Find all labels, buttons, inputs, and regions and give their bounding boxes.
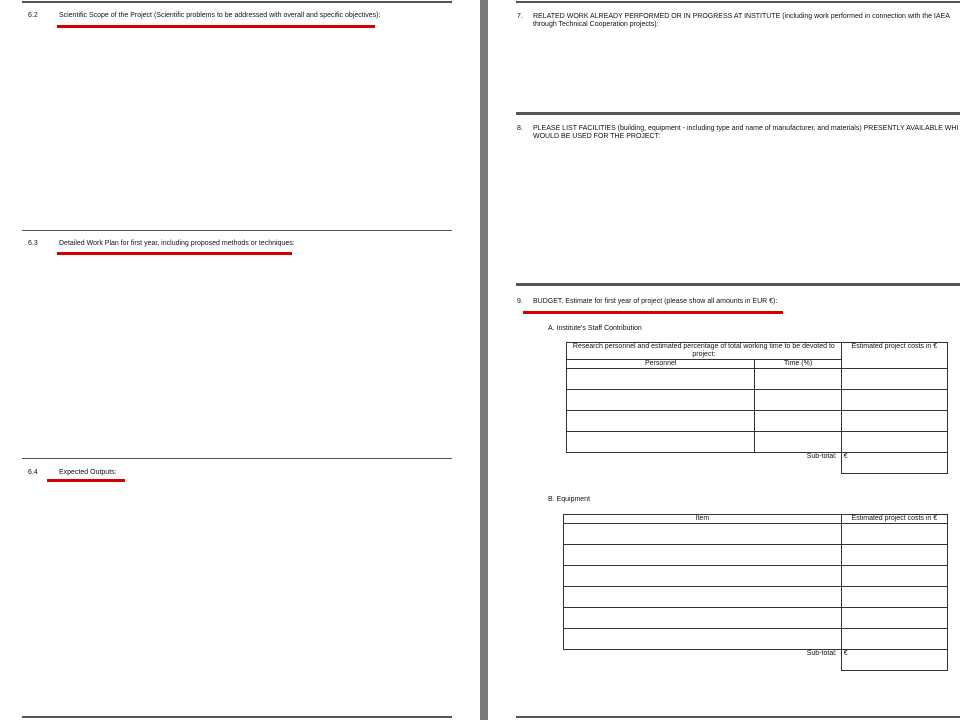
section-8-number: 8. [517,125,523,132]
section-6-2-title: Scientific Scope of the Project (Scientific problems to be addressed with overall and specific objectives): [59,12,381,19]
table-row [564,545,948,566]
table-row [564,587,948,608]
table-row [567,390,948,411]
equipment-item-cell[interactable] [564,608,842,629]
bottom-rule [22,716,452,718]
section-8-rule [516,112,960,115]
section-6-4-underline [47,479,125,482]
section-6-4-rule [22,458,452,459]
section-6-4-title: Expected Outputs: [59,469,117,476]
right-page [488,0,960,720]
staff-personnel-cell[interactable] [567,411,755,432]
staff-cost-cell[interactable] [841,390,947,411]
table-row [564,629,948,650]
equipment-cost-cell[interactable] [841,587,947,608]
section-8-title-line2: WOULD BE USED FOR THE PROJECT: [533,133,661,140]
staff-time-cell[interactable] [755,390,841,411]
staff-personnel-cell[interactable] [567,390,755,411]
equipment-item-cell[interactable] [564,566,842,587]
staff-cost-cell[interactable] [841,432,947,453]
staff-header-line2: project: [692,351,716,358]
staff-header-line1: Research personnel and estimated percentage of total working time to be devoted to [572,343,835,350]
staff-header-cell [567,343,842,360]
staff-time-cell[interactable] [755,411,841,432]
table-row [564,608,948,629]
equipment-cost-cell[interactable] [841,608,947,629]
top-rule [516,1,960,3]
section-7-title-line2: through Technical Cooperation projects): [533,21,659,28]
table-row [567,369,948,390]
section-9-rule [516,283,960,286]
staff-time-cell[interactable] [755,432,841,453]
equipment-item-cell[interactable] [564,587,842,608]
staff-table [566,342,948,474]
table-row [567,453,948,474]
top-rule [22,1,452,3]
table-row [564,650,948,671]
staff-cost-cell[interactable] [841,369,947,390]
section-7-number: 7. [517,13,523,20]
equipment-subtotal-value[interactable]: € [841,650,947,671]
equipment-cost-cell[interactable] [841,566,947,587]
staff-time-cell[interactable] [755,369,841,390]
section-6-3-underline [57,252,292,255]
section-6-2-number: 6.2 [28,12,38,19]
equipment-item-cell[interactable] [564,545,842,566]
staff-cost-cell[interactable] [841,411,947,432]
section-6-3-title: Detailed Work Plan for first year, including proposed methods or techniques: [59,240,295,247]
staff-personnel-header: Personnel [567,360,755,369]
section-6-3-number: 6.3 [28,240,38,247]
equipment-subtotal-label: Sub-total: [564,650,842,671]
equipment-cost-cell[interactable] [841,545,947,566]
section-6-2-underline [57,25,375,28]
staff-costs-header: Estimated project costs in € [841,343,947,369]
staff-heading: A. Institute's Staff Contribution [548,325,642,332]
staff-personnel-cell[interactable] [567,432,755,453]
staff-personnel-cell[interactable] [567,369,755,390]
table-row [567,432,948,453]
table-row [567,411,948,432]
equipment-heading: B. Equipment [548,496,591,503]
staff-time-header: Time (%) [755,360,841,369]
section-9-number: 9. [517,298,523,305]
section-6-4-number: 6.4 [28,469,38,476]
table-row [564,566,948,587]
staff-subtotal-value[interactable]: € [841,453,947,474]
equipment-item-header: Item [564,515,842,524]
equipment-cost-cell[interactable] [841,629,947,650]
table-row [567,343,948,360]
staff-subtotal-label: Sub-total: [567,453,842,474]
table-row [564,515,948,524]
table-row [564,524,948,545]
equipment-costs-header: Estimated project costs in € [841,515,947,524]
bottom-rule [516,716,960,718]
section-9-underline [523,311,783,314]
section-8-title-line1: PLEASE LIST FACILITIES (building, equipment - including type and name of manufacturer, and materials) PRESENTLY AVAILABLE WHI [533,125,959,132]
section-7-title-line1: RELATED WORK ALREADY PERFORMED OR IN PROGRESS AT INSTITUTE (including work performed in connection with the IAEA [533,13,950,20]
equipment-item-cell[interactable] [564,629,842,650]
equipment-item-cell[interactable] [564,524,842,545]
section-6-3-rule [22,230,452,231]
section-9-title: BUDGET. Estimate for first year of project (please show all amounts in EUR €): [533,298,778,305]
equipment-table [563,514,948,671]
equipment-cost-cell[interactable] [841,524,947,545]
